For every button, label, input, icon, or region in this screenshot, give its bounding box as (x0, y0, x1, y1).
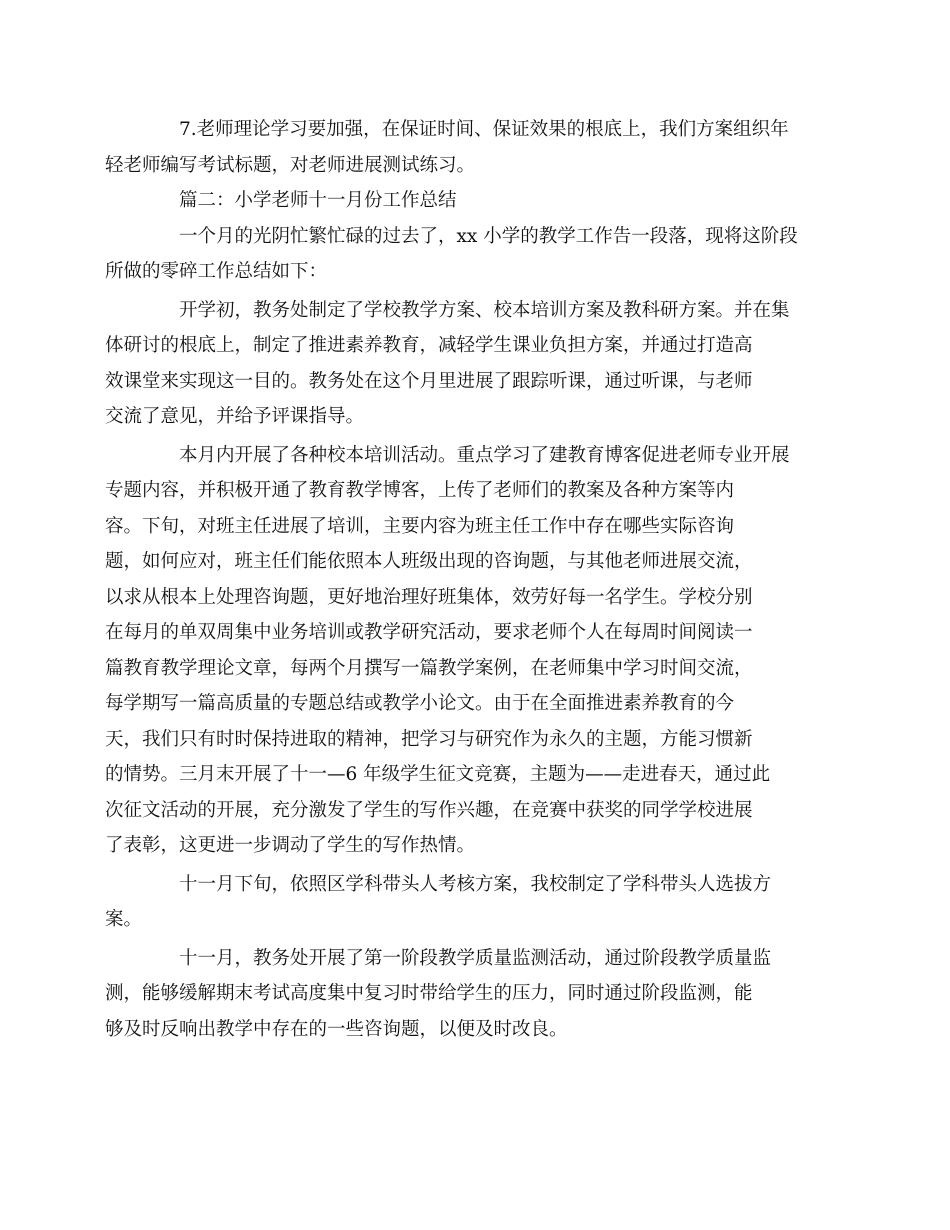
text-line: 专题内容，并积极开通了教育教学博客，上传了老师们的教案及各种方案等内 (105, 480, 735, 501)
text-line: 开学初，教务处制定了学校教学方案、校本培训方案及教科研方案。并在集 (179, 299, 790, 321)
paragraph-teacher-theory (105, 112, 810, 183)
paragraph-subject-leaders (105, 867, 810, 938)
text-line: 所做的零碎工作总结如下： (105, 261, 328, 282)
paragraph-intro (105, 219, 810, 290)
text-line: 容。下旬，对班主任进展了培训，主要内容为班主任工作中存在哪些实际咨询 (105, 515, 735, 537)
text-line: 一个月的光阴忙繁忙碌的过去了，xx 小学的教学工作告一段落，现将这阶段 (179, 225, 798, 247)
text-line: 的情势。三月末开展了十一—6 年级学生征文竞赛，主题为——走进春天，通过此 (105, 764, 771, 785)
section-title: 篇二：小学老师十一月份工作总结 (179, 190, 457, 211)
text-line: 交流了意见，并给予评课指导。 (105, 406, 365, 427)
section-heading (142, 183, 810, 219)
text-line: 天，我们只有时时保持进取的精神，把学习与研究作为永久的主题，方能习惯新 (105, 728, 753, 750)
paragraph-quality-monitoring (105, 941, 810, 1048)
text-line: 在每月的单双周集中业务培训或教学研究活动，要求老师个人在每周时间阅读一 (105, 622, 753, 643)
text-line: 每学期写一篇高质量的专题总结或教学小论文。由于在全面推进素养教育的今 (105, 693, 735, 714)
text-line: 7.老师理论学习要加强，在保证时间、保证效果的根底上，我们方案组织年 (179, 119, 789, 140)
text-line: 了表彰，这更进一步调动了学生的写作热情。 (105, 835, 476, 856)
text-line: 体研讨的根底上，制定了推进素养教育，减轻学生课业负担方案，并通过打造高 (105, 335, 753, 356)
text-line: 题，如何应对，班主任们能依照本人班级出现的咨询题，与其他老师进展交流， (105, 551, 753, 572)
text-line: 够及时反响出教学中存在的一些咨询题，以便及时改良。 (105, 1018, 568, 1040)
text-line: 篇教育教学理论文章，每两个月撰写一篇教学案例，在老师集中学习时间交流， (105, 657, 753, 679)
text-line: 次征文活动的开展，充分激发了学生的写作兴趣，在竞赛中获奖的同学学校进展 (105, 799, 753, 821)
document-body (105, 112, 810, 1047)
paragraph-training (105, 438, 810, 864)
text-line: 轻老师编写考试标题，对老师进展测试练习。 (105, 154, 476, 176)
paragraph-semester-start (105, 293, 810, 435)
text-line: 案。 (105, 909, 143, 930)
text-line: 以求从根本上处理咨询题，更好地治理好班集体，效劳好每一名学生。学校分别 (105, 586, 753, 608)
text-line: 十一月下旬，依照区学科带头人考核方案，我校制定了学科带头人选拔方 (179, 873, 772, 895)
text-line: 十一月，教务处开展了第一阶段教学质量监测活动，通过阶段教学质量监 (179, 947, 772, 969)
text-line: 测，能够缓解期末考试高度集中复习时带给学生的压力，同时通过阶段监测，能 (105, 983, 753, 1004)
text-line: 本月内开展了各种校本培训活动。重点学习了建教育博客促进老师专业开展 (179, 444, 790, 466)
text-line: 效课堂来实现这一目的。教务处在这个月里进展了跟踪听课，通过听课，与老师 (105, 370, 753, 392)
